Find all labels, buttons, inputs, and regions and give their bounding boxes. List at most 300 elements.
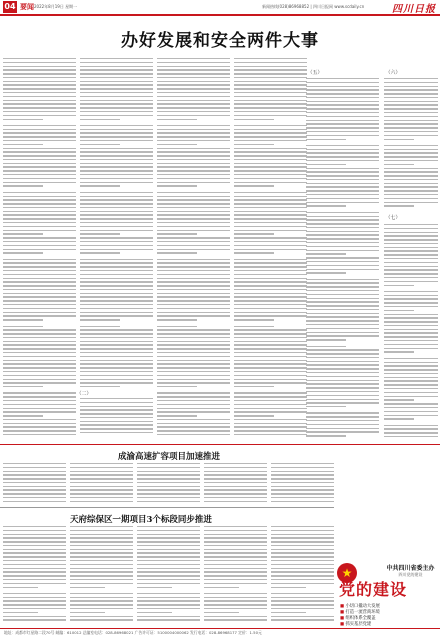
text-line <box>306 127 379 128</box>
text-line <box>80 73 153 74</box>
text-line <box>306 428 379 429</box>
text-line <box>384 314 438 315</box>
text-line <box>306 183 379 184</box>
text-line <box>384 380 438 381</box>
text-line <box>80 319 120 320</box>
text-line <box>80 262 153 263</box>
text-line <box>157 81 230 82</box>
text-line <box>157 300 230 301</box>
text-line <box>157 218 230 219</box>
text-line <box>3 182 76 183</box>
text-line <box>80 356 153 357</box>
text-line <box>157 100 230 101</box>
text-line <box>3 434 76 435</box>
text-line <box>384 436 438 437</box>
text-line <box>3 140 76 141</box>
text-line <box>306 160 379 161</box>
text-line <box>80 315 153 316</box>
text-line <box>306 97 379 98</box>
text-line <box>384 384 438 385</box>
text-line <box>137 474 200 475</box>
text-line <box>80 230 153 231</box>
text-line <box>3 185 43 186</box>
text-line <box>80 300 153 301</box>
text-line <box>3 333 76 334</box>
text-line <box>3 329 76 330</box>
text-line <box>3 241 76 242</box>
text-line <box>384 348 438 349</box>
text-line <box>137 537 200 538</box>
text-line <box>157 371 230 372</box>
text-line <box>234 62 307 63</box>
text-line <box>306 380 379 381</box>
text-line <box>306 316 379 317</box>
text-line <box>3 166 76 167</box>
text-line <box>80 421 153 422</box>
text-line <box>3 568 66 569</box>
text-line <box>137 560 200 561</box>
text-line <box>3 560 66 561</box>
text-line <box>80 341 153 342</box>
text-line <box>137 534 200 535</box>
text-line <box>271 493 334 494</box>
text-line <box>204 471 267 472</box>
text-line <box>80 237 153 238</box>
text-line <box>234 211 307 212</box>
text-line <box>3 482 66 483</box>
text-line <box>3 274 76 275</box>
text-line <box>234 103 307 104</box>
text-line <box>271 526 334 527</box>
text-line <box>234 296 307 297</box>
text-line <box>70 467 133 468</box>
text-line <box>3 597 66 598</box>
text-line <box>80 363 153 364</box>
text-line <box>306 219 379 220</box>
text-line <box>137 486 200 487</box>
text-line <box>3 199 76 200</box>
text-line <box>80 360 153 361</box>
text-line <box>70 497 133 498</box>
list-item[interactable]: ■ 小切口撬动大发展 <box>340 604 380 609</box>
text-line <box>204 600 267 601</box>
text-line <box>3 600 66 601</box>
text-line <box>157 379 230 380</box>
text-line <box>3 604 66 605</box>
text-line <box>157 249 230 250</box>
text-line <box>384 112 438 113</box>
text-line <box>234 274 307 275</box>
text-line <box>234 278 307 279</box>
party-item-list <box>340 603 438 627</box>
text-line <box>204 587 239 588</box>
text-line <box>234 245 307 246</box>
text-line <box>306 194 379 195</box>
text-line <box>80 58 153 59</box>
text-line <box>70 530 133 531</box>
text-line <box>3 249 76 250</box>
text-line <box>3 411 76 412</box>
text-line <box>306 261 379 262</box>
text-line <box>204 489 267 490</box>
text-line <box>80 417 153 418</box>
text-line <box>70 600 133 601</box>
text-line <box>3 575 66 576</box>
text-line <box>80 270 153 271</box>
text-line <box>157 233 197 234</box>
text-line <box>306 89 379 90</box>
text-line <box>157 266 230 267</box>
section-divider <box>0 444 440 445</box>
text-line <box>80 84 153 85</box>
text-line <box>306 361 379 362</box>
text-line <box>3 612 38 613</box>
text-line <box>384 156 438 157</box>
text-line <box>234 163 307 164</box>
text-line <box>384 224 438 225</box>
text-line <box>234 392 307 393</box>
text-line <box>306 227 379 228</box>
text-line <box>234 207 307 208</box>
text-line <box>3 312 76 313</box>
text-line <box>157 415 197 416</box>
text-line <box>3 356 76 357</box>
text-line <box>80 285 153 286</box>
text-line <box>3 430 76 431</box>
text-line <box>80 159 153 160</box>
text-line <box>80 308 153 309</box>
text-line <box>157 245 230 246</box>
text-line <box>137 489 200 490</box>
story-divider <box>0 507 334 508</box>
text-line <box>70 549 133 550</box>
text-column <box>271 526 334 624</box>
text-line <box>3 151 76 152</box>
text-line <box>384 164 414 165</box>
text-line <box>234 69 307 70</box>
text-line <box>271 534 334 535</box>
text-line <box>234 92 307 93</box>
text-line <box>234 266 307 267</box>
text-column <box>3 526 66 624</box>
text-line <box>137 593 200 594</box>
text-line <box>271 530 334 531</box>
text-line <box>234 386 274 387</box>
text-line <box>384 198 438 199</box>
text-line <box>306 372 379 373</box>
text-line <box>384 175 438 176</box>
text-line <box>271 583 334 584</box>
text-line <box>157 363 230 364</box>
text-line <box>3 88 76 89</box>
text-line <box>204 619 267 620</box>
text-line <box>3 371 76 372</box>
text-line <box>157 337 230 338</box>
text-line <box>3 222 76 223</box>
text-line <box>80 129 153 130</box>
text-line <box>271 482 334 483</box>
text-line <box>80 103 153 104</box>
story1-title: 成渝高速扩容项目加速推进 <box>118 452 221 462</box>
text-line <box>3 148 76 149</box>
text-line <box>157 426 230 427</box>
text-line <box>271 474 334 475</box>
text-line <box>384 250 438 251</box>
text-line <box>80 203 153 204</box>
text-line <box>80 333 153 334</box>
text-line <box>271 467 334 468</box>
text-line <box>271 560 334 561</box>
text-line <box>3 474 66 475</box>
text-line <box>306 269 379 270</box>
list-item[interactable]: ■ 抓实基层党建 <box>340 622 372 627</box>
text-line <box>234 159 307 160</box>
text-line <box>80 352 153 353</box>
text-line <box>157 103 230 104</box>
text-line <box>80 196 153 197</box>
text-line <box>234 81 307 82</box>
text-line <box>384 243 438 244</box>
text-line <box>234 337 307 338</box>
text-line <box>234 415 274 416</box>
text-column <box>3 58 76 438</box>
text-line <box>234 148 307 149</box>
page-number: 04 <box>4 2 16 11</box>
text-line <box>3 226 76 227</box>
text-line <box>80 344 153 345</box>
text-line <box>204 501 267 502</box>
text-line <box>80 218 153 219</box>
text-line <box>70 564 133 565</box>
text-line <box>384 152 438 153</box>
text-line <box>306 231 379 232</box>
text-line <box>234 170 307 171</box>
text-line <box>306 435 346 436</box>
text-line <box>157 319 197 320</box>
text-line <box>80 245 153 246</box>
text-line <box>3 463 66 464</box>
text-line <box>3 493 66 494</box>
text-line <box>70 552 133 553</box>
text-line <box>157 58 230 59</box>
text-line <box>384 269 438 270</box>
text-line <box>306 265 379 266</box>
text-line <box>137 530 200 531</box>
text-line <box>306 272 346 273</box>
text-line <box>271 556 334 557</box>
text-line <box>234 356 307 357</box>
text-line <box>3 326 43 327</box>
text-line <box>80 178 153 179</box>
text-line <box>70 568 133 569</box>
text-line <box>306 78 379 79</box>
text-line <box>137 579 200 580</box>
text-line <box>137 600 200 601</box>
text-line <box>271 541 334 542</box>
text-line <box>384 82 438 83</box>
text-line <box>157 259 230 260</box>
text-line <box>3 593 66 594</box>
text-line <box>306 112 379 113</box>
text-line <box>3 155 76 156</box>
text-line <box>306 139 346 140</box>
text-line <box>80 66 153 67</box>
text-line <box>157 262 230 263</box>
text-line <box>80 259 153 260</box>
text-line <box>3 111 76 112</box>
text-line <box>234 400 307 401</box>
text-line <box>306 175 379 176</box>
text-line <box>80 428 153 429</box>
text-line <box>306 402 379 403</box>
text-line <box>157 185 197 186</box>
text-column <box>137 463 200 505</box>
text-line <box>306 131 379 132</box>
party-panel-title: 党的建设 <box>339 580 408 599</box>
text-line <box>271 571 334 572</box>
text-line <box>306 406 346 407</box>
text-line <box>3 363 76 364</box>
text-line <box>234 360 307 361</box>
text-line <box>384 396 438 397</box>
text-line <box>70 501 133 502</box>
text-line <box>306 156 379 157</box>
text-line <box>204 612 239 613</box>
text-line <box>234 270 307 271</box>
text-line <box>80 367 153 368</box>
text-column <box>384 224 438 438</box>
text-line <box>80 174 153 175</box>
text-line <box>3 619 66 620</box>
text-line <box>70 526 133 527</box>
text-line <box>234 423 307 424</box>
text-line <box>70 619 133 620</box>
text-line <box>137 597 200 598</box>
text-line <box>384 228 438 229</box>
text-line <box>3 230 76 231</box>
page-headline: 办好发展和安全两件大事 <box>121 31 319 51</box>
text-line <box>234 419 307 420</box>
text-line <box>234 100 307 101</box>
text-line <box>80 136 153 137</box>
text-line <box>70 463 133 464</box>
text-line <box>384 306 438 307</box>
text-line <box>384 171 438 172</box>
text-line <box>271 597 334 598</box>
text-line <box>137 604 200 605</box>
text-line <box>157 111 230 112</box>
text-line <box>234 237 307 238</box>
text-line <box>80 119 120 120</box>
text-line <box>3 489 66 490</box>
text-line <box>204 575 267 576</box>
text-line <box>234 382 307 383</box>
text-line <box>80 144 120 145</box>
text-line <box>306 391 379 392</box>
text-line <box>80 413 153 414</box>
text-line <box>80 96 153 97</box>
text-line <box>80 233 120 234</box>
text-line <box>3 534 66 535</box>
text-line <box>80 348 153 349</box>
text-line <box>3 289 76 290</box>
text-line <box>306 320 379 321</box>
text-line <box>234 129 307 130</box>
text-line <box>157 411 230 412</box>
text-line <box>3 252 43 253</box>
text-line <box>157 170 230 171</box>
text-line <box>204 579 267 580</box>
text-line <box>157 151 230 152</box>
text-line <box>234 203 307 204</box>
text-line <box>157 344 230 345</box>
text-line <box>204 486 267 487</box>
text-line <box>137 587 172 588</box>
text-line <box>157 203 230 204</box>
text-line <box>3 304 76 305</box>
text-line <box>3 285 76 286</box>
text-line <box>271 600 334 601</box>
text-column <box>80 58 153 388</box>
text-line <box>306 216 379 217</box>
text-line <box>80 207 153 208</box>
text-line <box>3 73 76 74</box>
text-line <box>80 266 153 267</box>
text-line <box>3 608 66 609</box>
text-line <box>157 129 230 130</box>
text-line <box>306 368 379 369</box>
text-line <box>234 222 307 223</box>
text-line <box>384 232 438 233</box>
text-line <box>80 409 153 410</box>
text-line <box>3 552 66 553</box>
text-line <box>70 612 105 613</box>
text-line <box>306 205 346 206</box>
list-item[interactable]: ■ 打造一流营商环境 <box>340 610 380 615</box>
text-line <box>204 545 267 546</box>
list-item[interactable]: ■ 组织体系全覆盖 <box>340 616 376 621</box>
text-line <box>157 281 230 282</box>
text-line <box>271 537 334 538</box>
section-name: 要闻 <box>20 3 34 11</box>
text-line <box>234 344 307 345</box>
text-line <box>157 396 230 397</box>
text-line <box>306 353 379 354</box>
text-line <box>384 277 438 278</box>
text-line <box>384 254 438 255</box>
text-line <box>3 564 66 565</box>
text-line <box>157 352 230 353</box>
text-line <box>384 78 438 79</box>
text-line <box>306 123 379 124</box>
text-line <box>3 579 66 580</box>
text-line <box>137 616 200 617</box>
text-line <box>3 587 38 588</box>
text-line <box>306 152 379 153</box>
text-line <box>306 383 379 384</box>
text-line <box>157 163 230 164</box>
story2-title: 天府综保区一期项目3个标段同步推进 <box>70 515 212 525</box>
text-line <box>80 252 120 253</box>
text-line <box>204 604 267 605</box>
text-line <box>157 241 230 242</box>
text-line <box>384 336 438 337</box>
text-line <box>3 218 76 219</box>
text-line <box>384 329 438 330</box>
text-line <box>234 315 307 316</box>
text-line <box>234 111 307 112</box>
text-line <box>3 77 76 78</box>
